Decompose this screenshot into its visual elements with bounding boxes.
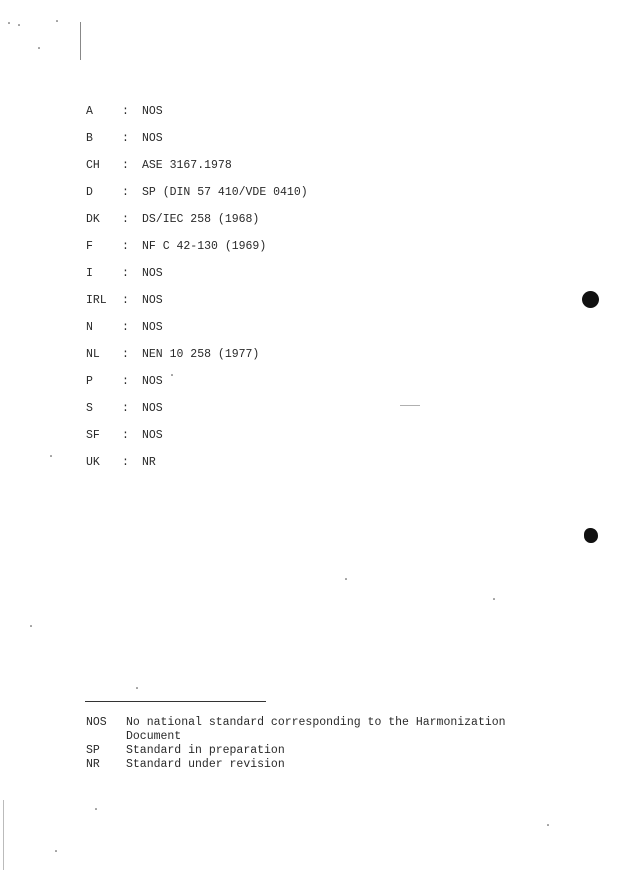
scan-speck [38,47,40,49]
scan-speck [30,625,32,627]
standard-value: SP (DIN 57 410/VDE 0410) [142,186,308,199]
separator: : [122,402,129,415]
country-code: N [86,321,93,334]
scan-speck [8,22,10,24]
country-code: IRL [86,294,107,307]
separator: : [122,294,129,307]
standard-value: NOS [142,132,163,145]
separator: : [122,132,129,145]
standard-value: NOS [142,105,163,118]
legend-description: Standard in preparation [126,744,285,757]
legend-abbreviation: SP [86,744,100,757]
separator: : [122,321,129,334]
country-code: A [86,105,93,118]
separator: : [122,267,129,280]
separator: : [122,240,129,253]
scan-speck [95,808,97,810]
standard-value: NOS [142,294,163,307]
standard-value: NF C 42-130 (1969) [142,240,267,253]
standard-value: ASE 3167.1978 [142,159,232,172]
scan-speck [56,20,58,22]
scan-dots [400,405,420,406]
separator: : [122,375,129,388]
country-code: UK [86,456,100,469]
country-code: SF [86,429,100,442]
punch-hole-lower [584,528,598,543]
country-code: F [86,240,93,253]
country-code: D [86,186,93,199]
scan-speck [50,455,52,457]
footnote-rule [85,701,266,702]
legend-description: Standard under revision [126,758,285,771]
legend-abbreviation: NR [86,758,100,771]
scan-speck [171,374,173,376]
country-code: NL [86,348,100,361]
separator: : [122,456,129,469]
separator: : [122,159,129,172]
scan-speck [547,824,549,826]
country-code: S [86,402,93,415]
country-code: B [86,132,93,145]
standard-value: NEN 10 258 (1977) [142,348,260,361]
country-code: DK [86,213,100,226]
scan-speck [136,687,138,689]
scan-mark-left-edge [3,800,4,870]
country-code: I [86,267,93,280]
punch-hole-upper [582,291,599,308]
scan-speck [345,578,347,580]
separator: : [122,186,129,199]
legend-description: No national standard corresponding to the Harmonization Document [126,716,506,743]
separator: : [122,105,129,118]
standard-value: NOS [142,429,163,442]
scan-speck [493,598,495,600]
country-code: P [86,375,93,388]
scan-mark-top-left [80,22,81,60]
separator: : [122,348,129,361]
legend-abbreviation: NOS [86,716,107,729]
standard-value: NOS [142,267,163,280]
separator: : [122,429,129,442]
standard-value: DS/IEC 258 (1968) [142,213,260,226]
scan-speck [18,24,20,26]
separator: : [122,213,129,226]
scan-speck [55,850,57,852]
standard-value: NOS [142,375,163,388]
standard-value: NOS [142,402,163,415]
standard-value: NR [142,456,156,469]
country-code: CH [86,159,100,172]
standard-value: NOS [142,321,163,334]
